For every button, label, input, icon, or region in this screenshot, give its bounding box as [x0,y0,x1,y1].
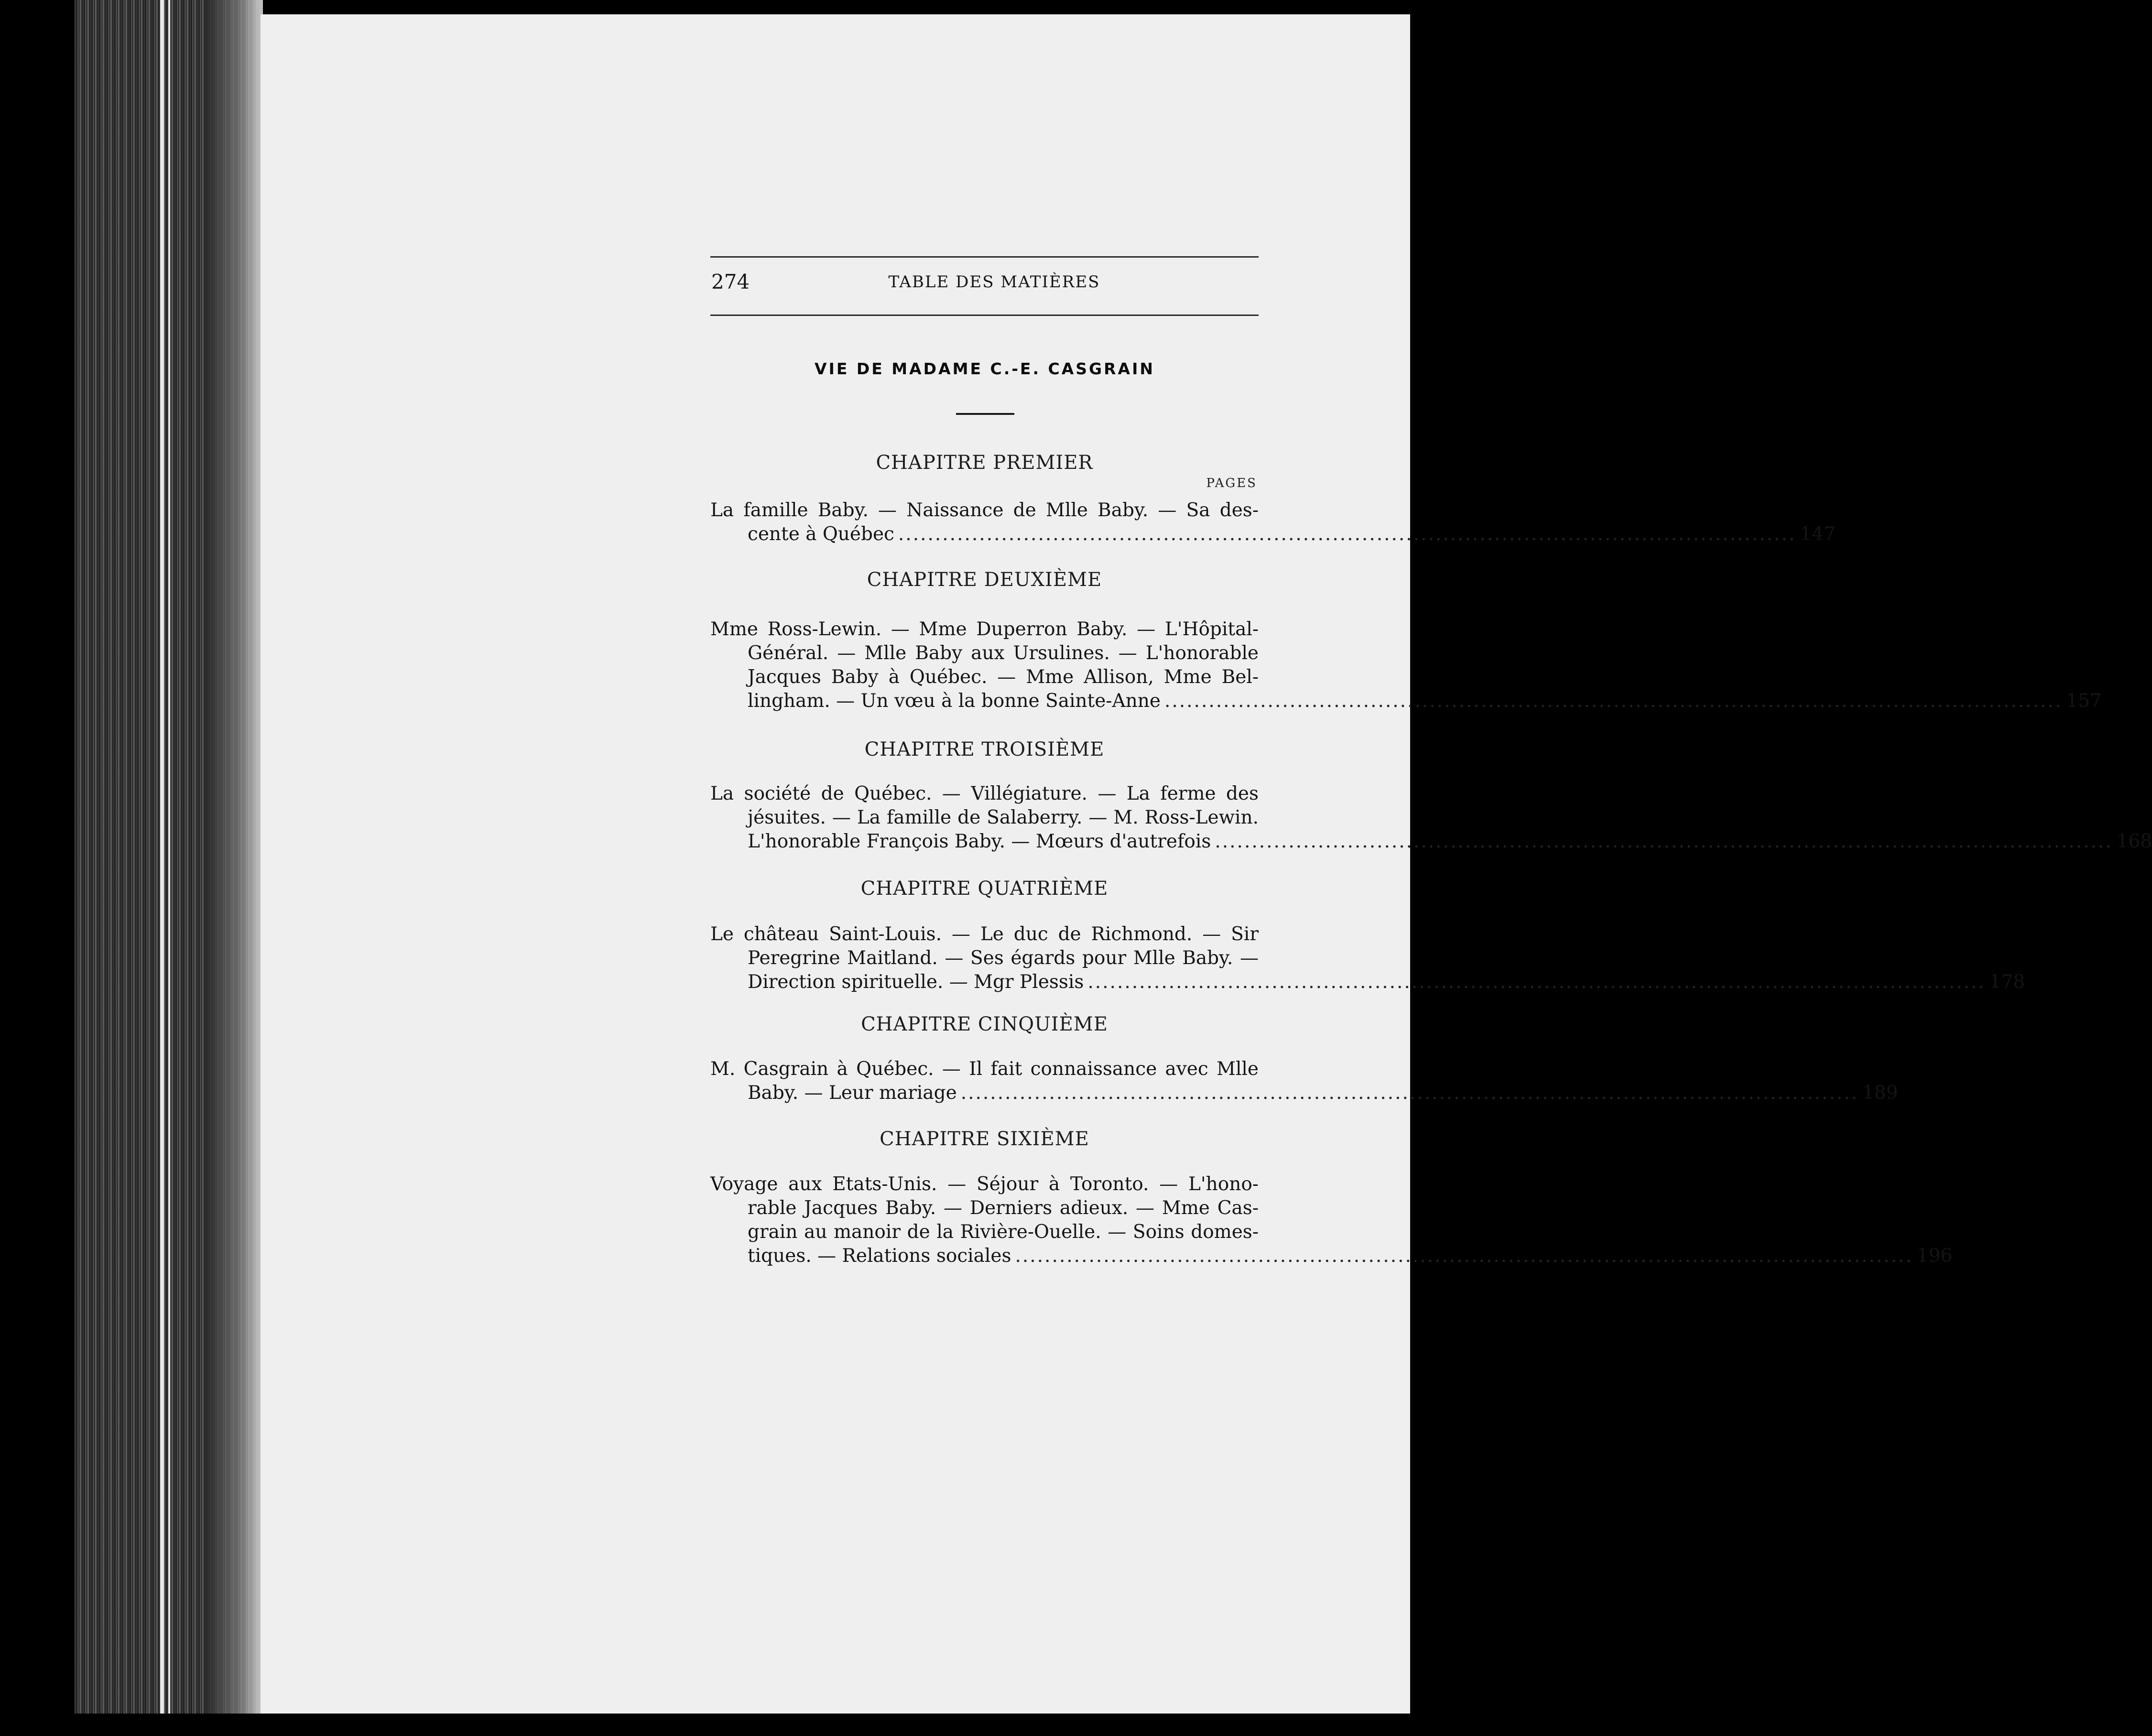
entry-line: Direction spirituelle. — Mgr Plessis [748,971,1084,993]
toc-entry [710,1057,1898,1105]
book-page [261,14,1410,1714]
pages-column-label: PAGES [1206,476,1257,490]
entry-line: Voyage aux Etats-Unis. — Séjour à Toronto. — L'hono- [710,1173,1259,1195]
page-number: 274 [711,270,750,293]
toc-entry [710,1172,1953,1268]
toc-entry [710,922,2025,994]
page-edge-shadow [206,0,263,1714]
dot-leader: .......................................................................................................................... [960,1082,1859,1104]
page-edge-highlight [168,0,170,1714]
entry-line: L'honorable François Baby. — Mœurs d'autrefois [748,831,1211,852]
page-edge-highlight [160,0,164,1714]
entry-line: rable Jacques Baby. — Derniers adieux. — Mme Cas- [748,1197,1259,1219]
entry-line: Mme Ross-Lewin. — Mme Duperron Baby. — L'Hôpital- [710,618,1259,640]
entry-line: M. Casgrain à Québec. — Il fait connaissance avec Mlle [710,1058,1259,1080]
entry-line: La société de Québec. — Villégiature. — La ferme des [710,783,1259,804]
title-separator [956,413,1014,415]
entry-last-line [710,522,1836,546]
dot-leader: .......................................................................................................................... [898,523,1796,545]
entry-line: Le château Saint-Louis. — Le duc de Richmond. — Sir [710,923,1259,945]
page-ref: 168 [2116,831,2152,852]
page-ref: 178 [1989,971,2025,993]
entry-last-line [710,1244,1953,1268]
entry-last-line [710,830,2152,854]
entry-line: Baby. — Leur mariage [748,1082,957,1104]
entry-last-line [710,970,2025,994]
entry-line: Général. — Mlle Baby aux Ursulines. — L'honorable [748,642,1259,664]
chapter-heading: CHAPITRE QUATRIÈME [860,878,1109,900]
dot-leader: .......................................................................................................................... [1164,690,2063,712]
toc-entry [710,782,2152,854]
dot-leader: .......................................................................................................................... [1215,831,2113,852]
page-ref: 157 [2066,690,2102,712]
entry-line: jésuites. — La famille de Salaberry. — M. Ross-Lewin. [748,807,1259,828]
entry-line: La famille Baby. — Naissance de Mlle Baby. — Sa des- [710,499,1259,521]
entry-line: cente à Québec [748,523,894,545]
chapter-heading: CHAPITRE CINQUIÈME [861,1013,1108,1035]
page-ref: 196 [1916,1245,1953,1267]
scan-border [1410,0,1430,1736]
chapter-heading: CHAPITRE TROISIÈME [864,738,1105,760]
section-title: VIE DE MADAME C.-E. CASGRAIN [815,359,1155,378]
entry-last-line [710,689,2102,713]
dot-leader: .......................................................................................................................... [1015,1245,1913,1267]
header-bottom-rule [710,315,1259,316]
entry-line: Peregrine Maitland. — Ses égards pour Mlle Baby. — [748,947,1259,969]
entry-last-line [710,1081,1898,1105]
running-title: TABLE DES MATIÈRES [888,272,1100,292]
chapter-heading: CHAPITRE SIXIÈME [880,1128,1089,1150]
page-ref: 189 [1862,1082,1898,1104]
page-ref: 147 [1800,523,1836,545]
entry-line: Jacques Baby à Québec. — Mme Allison, Mme Bel- [748,666,1259,688]
chapter-heading: CHAPITRE DEUXIÈME [867,569,1102,591]
dot-leader: .......................................................................................................................... [1087,971,1986,993]
chapter-heading: CHAPITRE PREMIER [876,452,1093,474]
entry-line: tiques. — Relations sociales [748,1245,1011,1267]
entry-line: grain au manoir de la Rivière-Ouelle. — Soins domes- [748,1221,1259,1243]
header-top-rule [710,256,1259,258]
entry-line: lingham. — Un vœu à la bonne Sainte-Anne [748,690,1161,712]
toc-entry [710,618,2102,713]
toc-entry [710,499,1836,546]
